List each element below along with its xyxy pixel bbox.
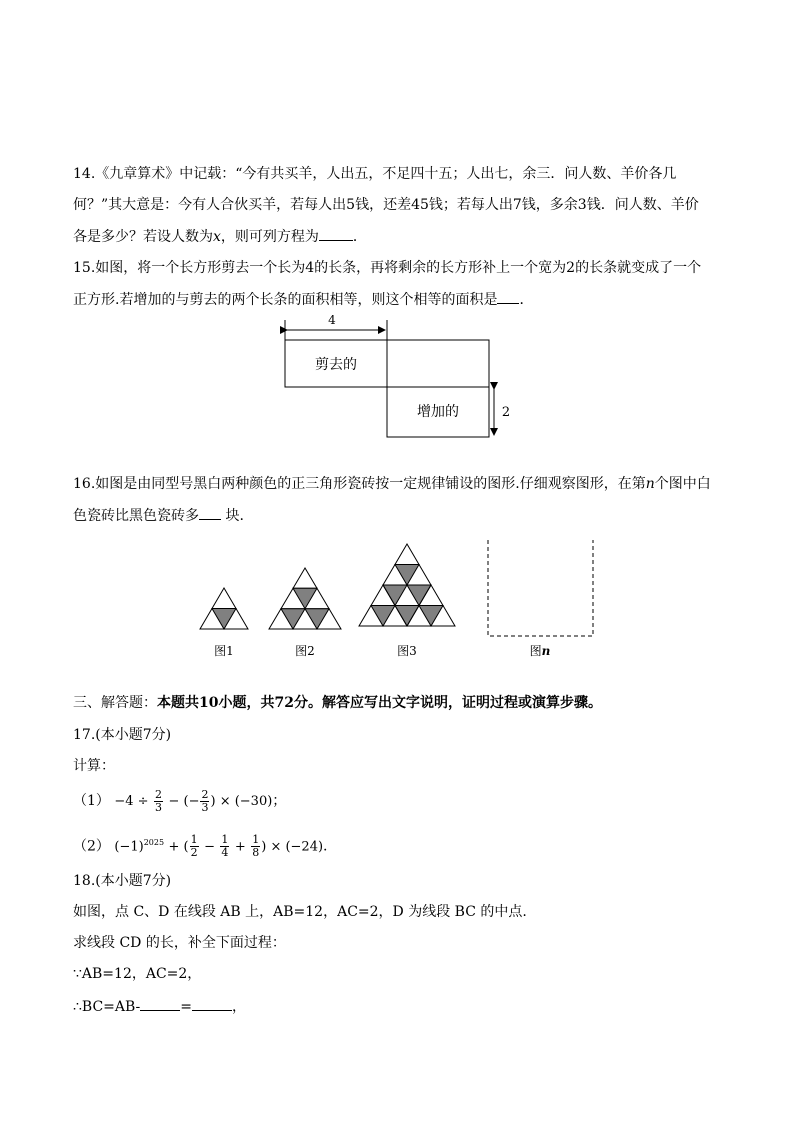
q15-line2 [73, 289, 533, 310]
q14-line2: 何？”其大意是：今有人合伙买羊，若每人出5钱，还差45钱；若每人出7钱，多余3钱．问人数、羊价 [73, 197, 699, 213]
q17-p2-label: （2） [73, 838, 110, 855]
q16-line2-text: 色瓷砖比黑色瓷砖多 [73, 508, 199, 524]
q18-line4 [73, 996, 246, 1017]
q17-title: 17.(本小题7分) [73, 727, 172, 743]
caption-fig3: 图3 [397, 644, 417, 658]
q17-p1-c: ) × (−30) [210, 794, 273, 809]
q17-p1-end: ； [272, 793, 287, 809]
q17-instruction: 计算： [73, 758, 115, 774]
q16-line1-text2: 个图中白 [654, 476, 711, 492]
q17-p1-label: （1） [73, 793, 110, 809]
q14-line1: 14.《九章算术》中记载：“今有共买羊，人出五，不足四十五；人出七，余三．问人数、羊价各几 [73, 166, 677, 182]
q18-blank-2[interactable] [192, 996, 232, 1011]
q15-figure [280, 312, 520, 444]
q17-p2-end: . [323, 838, 328, 855]
q14-end: ． [352, 229, 367, 245]
q14-line3 [73, 226, 367, 247]
q18-line4-end: ， [232, 999, 247, 1015]
q16-figure [195, 540, 605, 665]
q15-answer-blank[interactable] [497, 289, 519, 304]
q16-line2 [73, 505, 244, 526]
q14-answer-blank[interactable] [319, 226, 353, 241]
q14-line3-text: 各是多少？若设人数为 [73, 229, 213, 245]
q18-line4-a: ∴BC=AB- [73, 999, 141, 1015]
q16-line2-text2: 块. [225, 508, 244, 524]
q18-line2: 求线段 CD 的长，补全下面过程： [73, 935, 286, 951]
q15-end: ． [519, 292, 534, 308]
pattern-figure-3 [359, 544, 455, 626]
label-cut: 剪去的 [315, 357, 357, 373]
fraction-1-2: $\frac{1}{2}$ [190, 833, 198, 860]
caption-fig-n: 图n [529, 644, 551, 658]
section3-prefix: 三、解答题： [73, 695, 157, 711]
fraction-1-8: $\frac{1}{8}$ [252, 833, 260, 860]
q18-blank-1[interactable] [140, 996, 180, 1011]
section3-text: 本题共10小题，共72分。解答应写出文字说明，证明过程或演算步骤。 [157, 695, 602, 711]
q14-line3-text2: ，则可列方程为 [220, 229, 319, 245]
pattern-figure-1 [200, 588, 248, 629]
pattern-figure-n-box [488, 540, 593, 636]
q16-line1-text: 16.如图是由同型号黑白两种颜色的正三角形瓷砖按一定规律铺设的图形.仔细观察图形，在第 [73, 476, 646, 492]
pattern-figure-2 [269, 568, 341, 629]
q15-line1: 15.如图，将一个长方形剪去一个长为4的长条，再将剩余的长方形补上一个宽为2的长条就变成了一个 [73, 260, 702, 276]
section3-heading [73, 693, 602, 713]
q14-var-x: x [213, 229, 221, 245]
q17-p2-exp: 2025 [143, 838, 165, 847]
q17-p2-b: + ( [168, 839, 189, 855]
q18-title: 18.(本小题7分) [73, 873, 172, 889]
fraction-2-3b: $\frac{2}{3}$ [201, 787, 209, 814]
q17-p2-e: ) × (−24) [261, 839, 324, 855]
remaining-rect [387, 340, 489, 387]
q16-answer-blank[interactable] [199, 505, 221, 520]
q17-p2-d: + [234, 839, 246, 855]
caption-fig2: 图2 [295, 644, 315, 658]
q17-p2-c: − [204, 839, 215, 855]
q17-part1 [73, 788, 286, 815]
q16-line1 [73, 474, 711, 494]
q17-part2 [73, 830, 328, 861]
fraction-2-3: $\frac{2}{3}$ [155, 787, 163, 814]
label-4: 4 [328, 313, 336, 327]
q17-p2-a: (−1) [114, 839, 144, 855]
q17-p1-a: −4 ÷ [114, 794, 149, 809]
q17-p1-b: − (− [168, 794, 200, 809]
fraction-1-4: $\frac{1}{4}$ [221, 833, 229, 860]
label-2: 2 [501, 405, 511, 420]
q18-line1: 如图，点 C、D 在线段 AB 上，AB=12，AC=2，D 为线段 BC 的中点. [73, 904, 527, 920]
q16-var-n: n [645, 476, 655, 492]
q15-line2-text: 正方形.若增加的与剪去的两个长条的面积相等，则这个相等的面积是 [73, 292, 498, 308]
label-added: 增加的 [417, 404, 459, 420]
q18-line4-b: = [180, 999, 193, 1015]
q18-line3: ∵AB=12，AC=2， [73, 966, 202, 982]
caption-fig1: 图1 [214, 644, 234, 658]
